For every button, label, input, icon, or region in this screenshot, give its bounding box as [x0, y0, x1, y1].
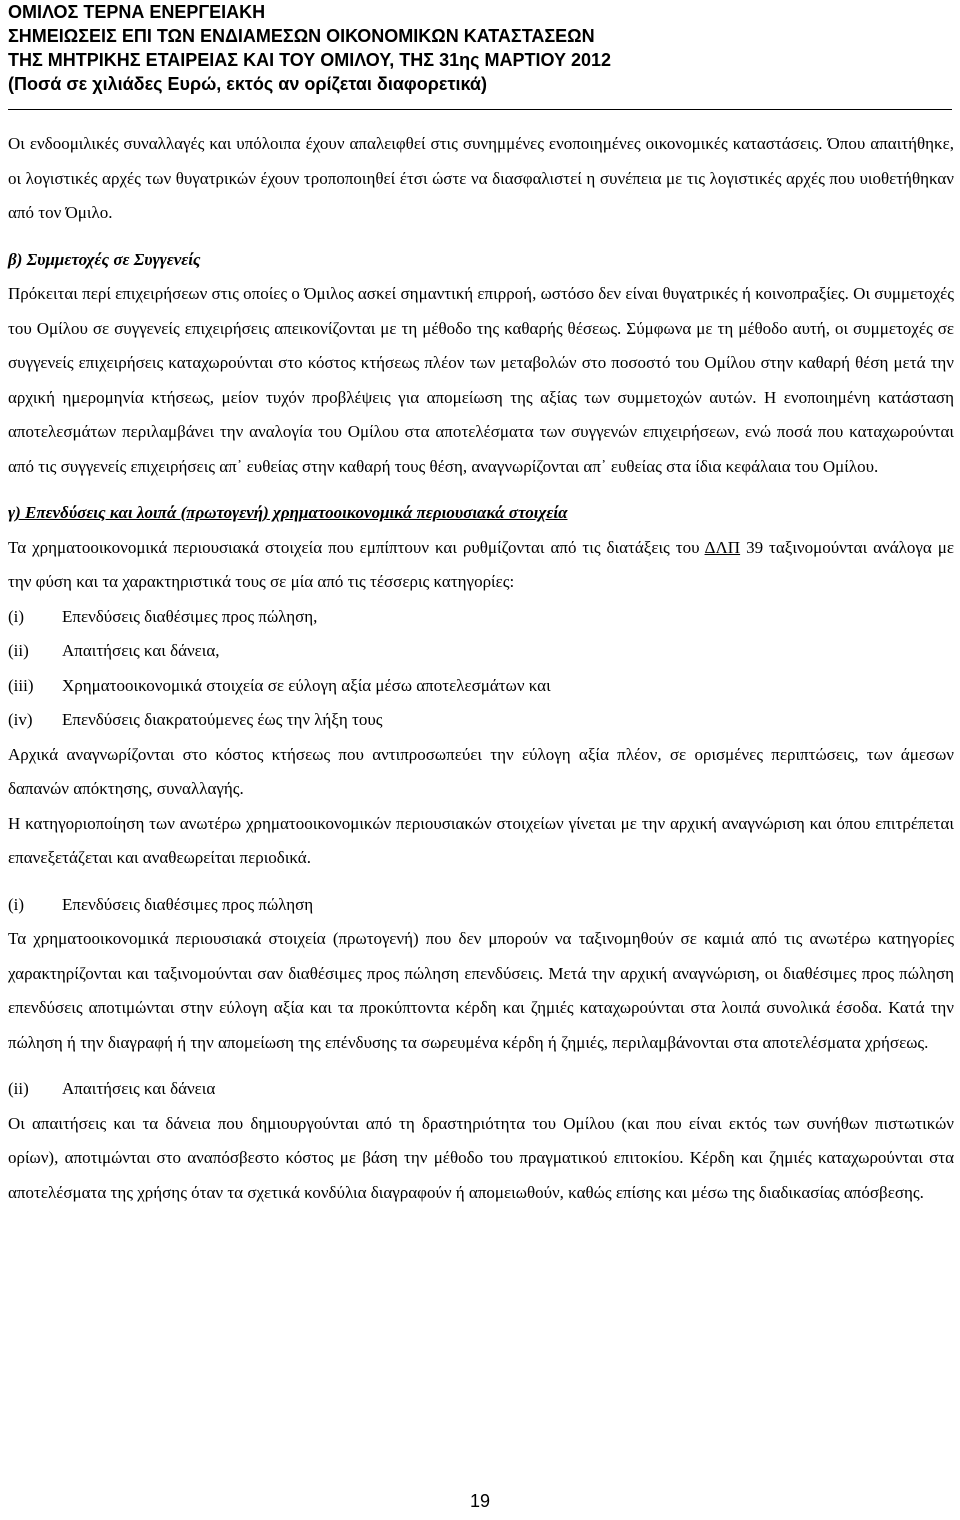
subsection-number: (i)	[8, 894, 25, 914]
recognition-paragraph: Αρχικά αναγνωρίζονται στο κόστος κτήσεως που αντιπροσωπεύει την εύλογη αξία πλέον, σε ορισμένες περιπτώσεις, των άμεσων δαπανών απόκτησης, συναλλαγής.	[8, 744, 954, 798]
list-item-number: (i)	[8, 606, 25, 626]
document-body	[8, 127, 954, 1210]
list-item	[8, 634, 954, 669]
section-b-paragraph: Πρόκειται περί επιχειρήσεων στις οποίες ο Όμιλος ασκεί σημαντική επιρροή, ωστόσο δεν είναι θυγατρικές ή κοινοπραξίες. Οι συμμετοχές του Ομίλου σε συγγενείς επιχειρήσεις απεικονίζονται με τη μέθοδο της καθαρής θέσεως. Σύμφωνα με τη μέθοδο αυτή, οι συμμετοχές σε συγγενείς επιχειρήσεις καταχωρούνται στο κόστος κτήσεως πλέον των μεταβολών στο ποσοστό του Ομίλου στην καθαρή θέση μετά την αρχική ημερομηνία κτήσεως, μείον τυχόν προβλέψεις για απομείωση της αξίας των συμμετοχών αυτών. Η ενοποιημένη κατάσταση αποτελεσμάτων περιλαμβάνει την αναλογία του Ομίλου στα αποτελέσματα των συγγενών επιχειρήσεων, ενώ ποσά που καταχωρούνται από τις συγγενείς επιχειρήσεις απ᾽ ευθείας στην καθαρή τους θέση, αναγνωρίζονται απ᾽ ευθείας στα ίδια κεφάλαια του Ομίλου.	[8, 284, 954, 476]
subsection-number: (ii)	[8, 1079, 29, 1098]
list-item-label: Απαιτήσεις και δάνεια,	[62, 641, 220, 660]
list-item	[8, 600, 954, 635]
list-item-number: (ii)	[8, 641, 29, 660]
intro-paragraph: Οι ενδοομιλικές συναλλαγές και υπόλοιπα έχουν απαλειφθεί στις συνημμένες ενοποιημένες οικονομικές καταστάσεις. Όπου απαιτήθηκε, οι λογιστικές αρχές των θυγατρικών έχουν τροποποιηθεί έτσι ώστε να διασφαλιστεί η συνέπεια με τις λογιστικές αρχές που υιοθετήθηκαν από τον Όμιλο.	[8, 134, 954, 222]
report-subtitle: ΤΗΣ ΜΗΤΡΙΚΗΣ ΕΤΑΙΡΕΙΑΣ ΚΑΙ ΤΟΥ ΟΜΙΛΟΥ, ΤΗΣ 31ης ΜΑΡΤΙΟΥ 2012	[8, 50, 612, 70]
list-item	[8, 669, 954, 704]
document-header	[8, 0, 952, 96]
section-c-text-start: Τα χρηματοοικονομικά περιουσιακά στοιχεία που εμπίπτουν και ρυθμίζονται από τις διατάξεις του	[8, 537, 705, 557]
ias-reference: ΔΛΠ	[704, 537, 741, 557]
section-c-heading: γ) Επενδύσεις και λοιπά (πρωτογενή) χρηματοοικονομικά περιουσιακά στοιχεία	[8, 503, 568, 522]
report-title: ΣΗΜΕΙΩΣΕΙΣ ΕΠΙ ΤΩΝ ΕΝΔΙΑΜΕΣΩΝ ΟΙΚΟΝΟΜΙΚΩΝ ΚΑΤΑΣΤΑΣΕΩΝ	[8, 26, 595, 46]
list-item-number: (iii)	[8, 675, 34, 695]
header-divider	[8, 109, 952, 110]
company-name: ΟΜΙΛΟΣ ΤΕΡΝΑ ΕΝΕΡΓΕΙΑΚΗ	[8, 2, 266, 22]
list-item-label: Χρηματοοικονομικά στοιχεία σε εύλογη αξία μέσω αποτελεσμάτων και	[62, 675, 551, 695]
subsection-ii-heading	[8, 1072, 954, 1107]
subsection-title: Απαιτήσεις και δάνεια	[62, 1079, 216, 1098]
subsection-ii-paragraph: Οι απαιτήσεις και τα δάνεια που δημιουργούνται από τη δραστηριότητα του Ομίλου (και που είναι εκτός των συνήθων πιστωτικών ορίων), αποτιμώνται στο αναπόσβεστο κόστος με βάση την μέθοδο του πραγματικού επιτοκίου. Κέρδη και ζημιές καταχωρούνται στα αποτελέσματα της χρήσης όταν τα σχετικά κονδύλια διαγραφούν ή απομειωθούν, καθώς επίσης και μέσω της διαδικασίας απόσβεσης.	[8, 1113, 954, 1202]
list-item	[8, 703, 954, 738]
classification-paragraph: Η κατηγοριοποίηση των ανωτέρω χρηματοοικονομικών περιουσιακών στοιχείων γίνεται με την αρχική αναγνώριση και όπου επιτρέπεται επανεξετάζεται και αναθεωρείται περιοδικά.	[8, 813, 954, 867]
list-item-label: Επενδύσεις διακρατούμενες έως την λήξη τους	[62, 710, 383, 729]
currency-note: (Ποσά σε χιλιάδες Ευρώ, εκτός αν ορίζεται διαφορετικά)	[8, 74, 487, 94]
section-c-paragraph	[8, 531, 954, 600]
list-item-number: (iv)	[8, 710, 33, 729]
list-item-label: Επενδύσεις διαθέσιμες προς πώληση,	[62, 606, 318, 626]
subsection-i-paragraph: Τα χρηματοοικονομικά περιουσιακά στοιχεία (πρωτογενή) που δεν μπορούν να ταξινομηθούν σε καμιά από τις ανωτέρω κατηγορίες χαρακτηρίζονται και ταξινομούνται σαν διαθέσιμες προς πώληση επενδύσεις. Μετά την αρχική αναγνώριση, οι διαθέσιμες προς πώληση επενδύσεις αποτιμώνται στην εύλογη αξία και τα προκύπτοντα κέρδη και ζημιές καταχωρούνται στα λοιπά συνολικά έσοδα. Κατά την πώληση ή την διαγραφή ή την απομείωση της επένδυσης τα σωρευμένα κέρδη ή ζημιές, περιλαμβάνονται στα αποτελέσματα χρήσεως.	[8, 929, 954, 1052]
subsection-title: Επενδύσεις διαθέσιμες προς πώληση	[62, 894, 314, 914]
section-b-heading: β) Συμμετοχές σε Συγγενείς	[8, 249, 201, 269]
subsection-i-heading	[8, 888, 954, 923]
page-number: 19	[469, 1491, 491, 1511]
section-c-text-end: 39 ταξινομούνται ανάλογα με την φύση και τα χαρακτηριστικά τους σε μία από τις τέσσερις κατηγορίες:	[8, 537, 954, 591]
